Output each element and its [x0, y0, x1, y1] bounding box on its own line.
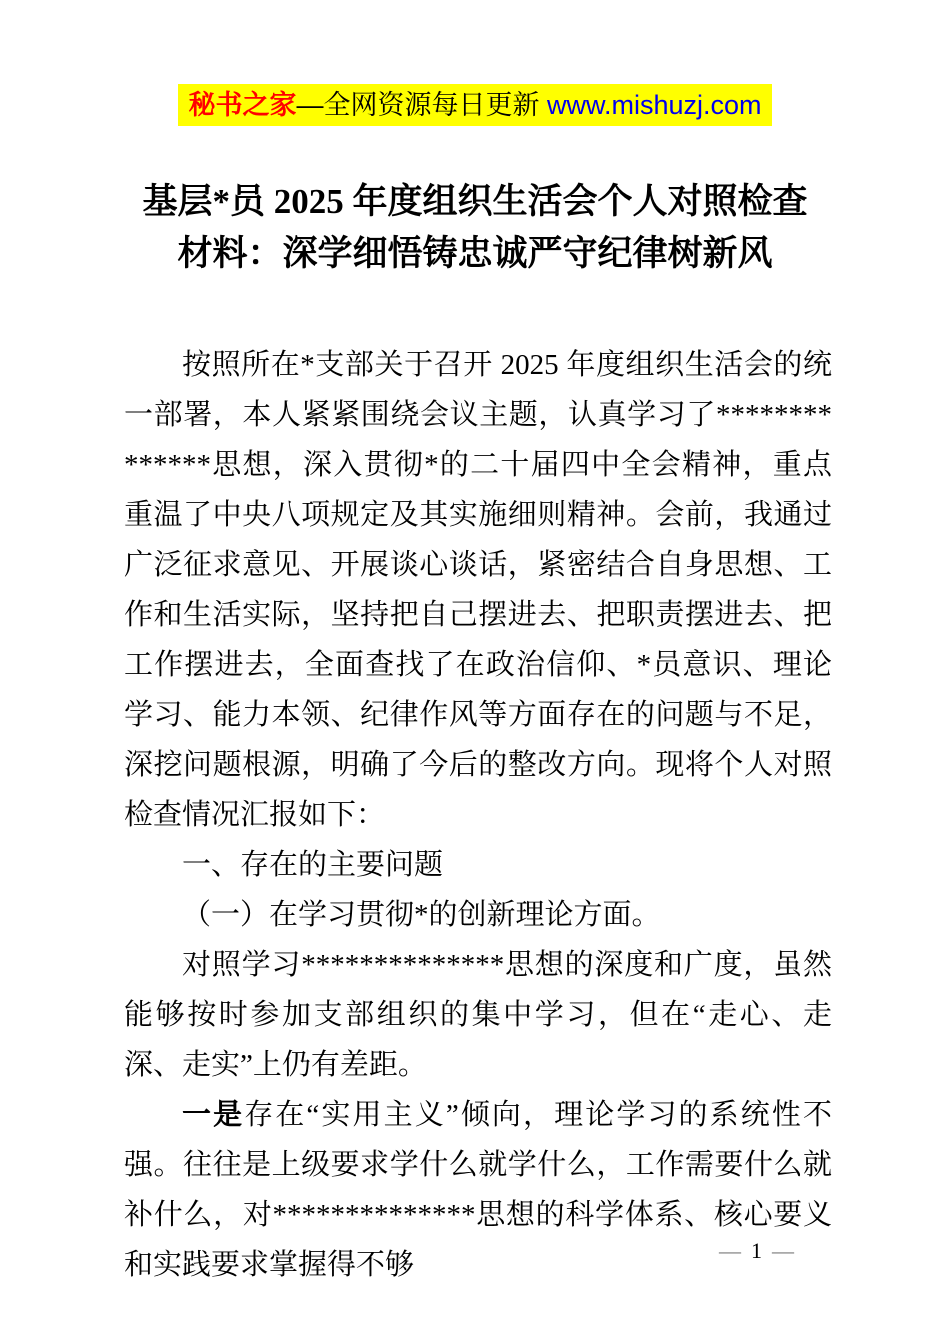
section-heading-1: 一、存在的主要问题 — [182, 849, 444, 881]
document-body — [124, 340, 832, 1290]
document-title-line1: 基层*员 2025 年度组织生活会个人对照检查 — [142, 182, 808, 221]
site-url-link[interactable]: www.mishuzj.com — [546, 90, 762, 120]
site-banner — [178, 84, 771, 126]
header-banner-row — [0, 0, 950, 126]
document-title-line2: 材料：深学细悟铸忠诚严守纪律树新风 — [177, 234, 773, 273]
paragraph-study-gap: 对照学习**************思想的深度和广度，虽然能够按时参加支部组织的集中学习，但在“走心、走深、走实”上仍有差距。 — [124, 949, 832, 1081]
site-name: 秘书之家 — [188, 90, 297, 120]
page-number-dash-left: — — [719, 1238, 741, 1263]
page-number-value: 1 — [751, 1238, 762, 1263]
document-title — [110, 176, 840, 280]
subsection-heading-1-1: （一）在学习贯彻*的创新理论方面。 — [182, 899, 661, 931]
page-number-dash-right: — — [772, 1238, 794, 1263]
paragraph-intro: 按照所在*支部关于召开 2025 年度组织生活会的统一部署，本人紧紧围绕会议主题，认真学习了**************思想，深入贯彻*的二十届四中全会精神，重点重温了中央八项规定及其实施细则精神。会前，我通过广泛征求意见、开展谈心谈话，紧密结合自身思想、工作和生活实际，坚持把自己摆进去、把职责摆进去、把工作摆进去，全面查找了在政治信仰、*员意识、理论学习、能力本领、纪律作风等方面存在的问题与不足，深挖问题根源，明确了今后的整改方向。现将个人对照检查情况汇报如下： — [124, 349, 832, 831]
paragraph-first-issue-lead: 一是 — [182, 1099, 245, 1131]
site-tagline: —全网资源每日更新 — [296, 90, 547, 120]
page-number — [709, 1238, 804, 1264]
paragraph-first-issue-text: 存在“实用主义”倾向，理论学习的系统性不强。往往是上级要求学什么就学什么，工作需要什么就补什么，对**************思想的科学体系、核心要义和实践要求掌握得不够 — [124, 1099, 832, 1281]
